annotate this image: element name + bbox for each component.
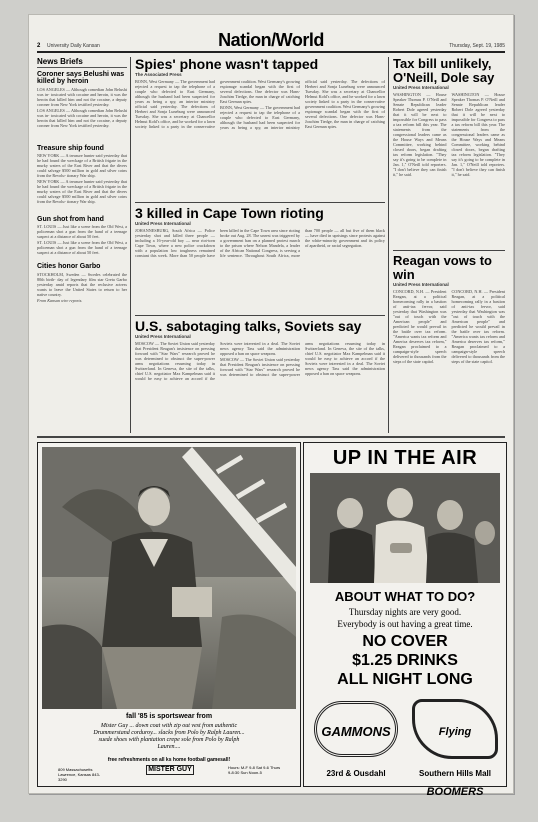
boomers-address: Southern Hills Mall (418, 769, 491, 778)
brief-body: NEW YORK — A treasure hunter said yesterday that he had found the wreckage of a British frigate in the murky waters of the East River and that the divers could salvage $500 million in gold and silver coins from the Revolu- tionary War ship. (37, 153, 127, 179)
reagan-body: CONCORD, N.H. — President Reagan, at a political homecoming rally in a bastion of anti-tax fervor, said yesterday that Washington was "out of touch with the American people" and predicted he would prevail in the battle over tax reform. "America wants tax reform and America deserves tax reform," Reagan proclaimed to a campaign-style speech delivered to thousands from the steps of the state capitol. (393, 289, 447, 365)
cape-town-byline: United Press International (135, 221, 191, 226)
reagan-story (393, 254, 505, 432)
sabotage-headline: U.S. sabotaging talks, Soviets say (135, 318, 362, 334)
section-rule (135, 202, 385, 203)
reagan-headline: Reagan vows to win (393, 253, 492, 282)
brief-body: ST. LOUIS — Just like a scene from the Old West, a policeman shot a gun from the hand of a teenage suspect at a distance of about 50 feet. (37, 224, 127, 240)
gammons-address: 23rd & Ousdahl (326, 769, 386, 778)
sabotage-body: MOSCOW — The Soviet Union said yesterday that President Reagan's insistence on pressing forward with "Star Wars" research proved he was determined to obstruct the super-power arms negotiations resuming today in Switzerland. In Geneva, the site of the talks, chief U.S. negotiator Max Kampelman said it would be easy to achieve an accord if the Soviets were interested in a deal. The Soviet news agency Tass said the administration opposed a ban on space weapons. (135, 341, 300, 381)
gammons-logo: GAMMONS (314, 701, 398, 757)
brief-title: Gun shot from hand (37, 216, 104, 224)
crowd-photo (310, 473, 500, 583)
briefs-heading: News Briefs (37, 57, 127, 68)
section-title: Nation/World (218, 30, 324, 50)
spies-headline: Spies' phone wasn't tapped (135, 56, 319, 72)
section-rule (393, 250, 505, 251)
tax-bill-headline: Tax bill unlikely, O'Neill, Dole say (393, 56, 495, 85)
ad-divider (37, 436, 505, 438)
issue-date: Thursday, Sept. 19, 1985 (449, 43, 505, 49)
reagan-byline: United Press International (393, 282, 449, 288)
mister-guy-ad (37, 442, 301, 787)
model-photo-art (42, 447, 296, 709)
ad-drinks: $1.25 DRINKS (352, 652, 458, 669)
brief-body: LOS ANGELES — Although comedian John Belushi was in- toxicated with cocaine and heroin, it was the heroin that killed him and not the cocaine, a deputy coroner from New York testified yesterday. (37, 86, 127, 107)
brief-body: STOCKHOLM, Sweden — Swedes celebrated the 80th birth- day of legendary film star Greta Garbo yesterday amid reports that the reclusive actress wants to leave the United States to return to her native country. (37, 271, 127, 297)
tax-bill-body-cont: WASHINGTON — House Speaker Thomas P. O'Neill and Senate Republican leader Robert Dole agreed yesterday that it will be next to impossible for Congress to pass a tax reform bill this year. The statements from the congressional leaders came as the House Ways and Means Committee, working behind closed doors, began drafting tax reform legislation. "They say it's going to be complete in Jan. 1," O'Neill told reporters. "I don't believe they can finish it," he said. (451, 92, 505, 178)
page-number: 2 (37, 43, 41, 49)
page-header (37, 25, 505, 53)
spies-body-cont: BONN, West Germany — The government had rejected a request to tap the telephone of a couple who defected to East Germany, although the husband had been suspected for years as being a spy, an interior ministry official said yesterday. The defections of Herbert and Sonja Luneburg were announced Tuesday. She was a secretary at Chancellor Helmut Kohl's office, and he worked for a lawn society linked to a party in the conservative government coalition. West Germany's growing espionage scandal began with the first of several defections. One defector was Hans-Joachim Tiedge, the man in charge of catching East German spies. (220, 79, 386, 130)
ad-question: ABOUT WHAT TO DO? (334, 589, 476, 604)
ad-tagline: fall '85 is sportswear from (125, 713, 213, 720)
ad-product-copy: Mister Guy ... down coat with zip out vest from authentic Drummerstand corduroy... slacks from Polo by Ralph Lauren... suede shoes with plantation crepe sole from Polo by Ralph Lauren.... (93, 723, 245, 750)
news-briefs-column (37, 57, 127, 433)
ad-line-1: Thursday nights are very good. (348, 607, 462, 617)
brief-title: Treasure ship found (37, 144, 104, 152)
brief-body-filler: LOS ANGELES — Although comedian John Belushi was in- toxicated with cocaine and heroin, it was the heroin that killed him and not the cocaine, a deputy coroner from New York testified yesterday. (37, 107, 127, 128)
cape-town-story (135, 206, 385, 312)
sabotage-story (135, 319, 385, 432)
cape-town-headline: 3 killed in Cape Town rioting (135, 205, 324, 221)
model-photo (42, 447, 296, 709)
briefs-credit: From Kansan wire reports. (37, 297, 83, 303)
ad-hours: Hours: M-F 9-8 Sat 9-6 Thurs 9-8:30 Sun Noon-5 (228, 765, 281, 775)
up-in-the-air-ad (303, 442, 507, 798)
newspaper-page (28, 14, 514, 798)
ad-line-2: Everybody is out having a great time. (337, 619, 473, 629)
spies-story (135, 57, 385, 199)
brief-title: Cities honor Garbo (37, 263, 101, 271)
ad-refreshments: free refreshments on all ks home football gamesall! (107, 757, 231, 763)
mister-guy-logo: MISTER GUY (146, 765, 194, 775)
cape-town-body: JOHANNESBURG, South Africa — Police yesterday shot and killed three people — including a 16-year-old boy — near riot-torn Cape Town, where a new police crackdown with a population low toughness remained constant this week. More than 50 people have been killed in the Cape Town area since rioting broke out Aug. 28. The unrest was triggered by a government ban on a planned protest march to the prison where Nelson Mandela, a leader of the African National Congress, is serving a life sentence. Throughout South Africa, more than 700 people — all but five of them black — have died in uprisings since protests against the white-minority government and its policy of apartheid, or racial segregation. (135, 228, 385, 258)
brief-body-filler: NEW YORK — A treasure hunter said yesterday that he had found the wreckage of a British frigate in the murky waters of the East River and that the divers could salvage $500 million in gold and silver coins from the Revolu- tionary War ship. (37, 179, 127, 205)
spies-body: BONN, West Germany — The government had rejected a request to tap the telephone of a couple who defected to East Germany, although the husband had been suspected for years as being a spy, an interior ministry official said yesterday. The defections of Herbert and Sonja Luneburg were announced Tuesday. She was a secretary at Chancellor Helmut Kohl's office, and he worked for a lawn society linked to a party in the conservative government coalition. West Germany's growing espionage scandal began with the first of several defections. One defector was Hans-Joachim Tiedge, the man in charge of catching East German spies. (135, 79, 301, 129)
paper-name: University Daily Kansan (47, 43, 100, 49)
column-rule (388, 57, 389, 433)
ad-all-night: ALL NIGHT LONG (337, 671, 473, 688)
ad-title: UP IN THE AIR (332, 447, 478, 469)
reagan-body-cont: CONCORD, N.H. — President Reagan, at a political homecoming rally in a bastion of anti-tax fervor, said yesterday that Washington was "out of touch with the American people" and predicted he would prevail in the battle over tax reform. "America wants tax reform and America deserves tax reform," Reagan proclaimed to a campaign-style speech delivered to thousands from the steps of the state capitol. (451, 289, 505, 365)
column-rule (130, 57, 131, 433)
sabotage-byline: United Press International (135, 334, 191, 339)
tax-bill-byline: United Press International (393, 85, 449, 91)
flying-boomers-logo: Flying BOOMERS (412, 699, 498, 759)
tax-bill-body: WASHINGTON — House Speaker Thomas P. O'Neill and Senate Republican leader Robert Dole agreed yesterday that it will be next to impossible for Congress to pass a tax reform bill this year. The statements from the congressional leaders came as the House Ways and Means Committee, working behind closed doors, began drafting tax reform legislation. "They say it's going to be complete in Jan. 1," O'Neill told reporters. "I don't believe they can finish it," he said. (393, 92, 447, 178)
sabotage-body-cont: MOSCOW — The Soviet Union said yesterday that President Reagan's insistence on pressing forward with "Star Wars" research proved he was determined to obstruct the super-power arms negotiations resuming today in Switzerland. In Geneva, the site of the talks, chief U.S. negotiator Max Kampelman said it would be easy to achieve an accord if the Soviets were interested in a deal. The Soviet news agency Tass said the administration opposed a ban on space weapons. (220, 341, 385, 377)
spies-byline: The Associated Press (135, 72, 182, 77)
brief-body-filler: ST. LOUIS — Just like a scene from the Old West, a policeman shot a gun from the hand of a teenage suspect at a distance of about 50 feet. (37, 240, 127, 256)
tax-bill-story (393, 57, 505, 247)
crowd-photo-art (310, 473, 500, 583)
brief-title: Coroner says Belushi was killed by heroin (37, 71, 125, 86)
ad-no-cover: NO COVER (362, 633, 448, 650)
section-rule (135, 315, 385, 316)
ad-address: 809 Massachusetts Lawrence, Kansas 843-3290 (58, 767, 101, 782)
